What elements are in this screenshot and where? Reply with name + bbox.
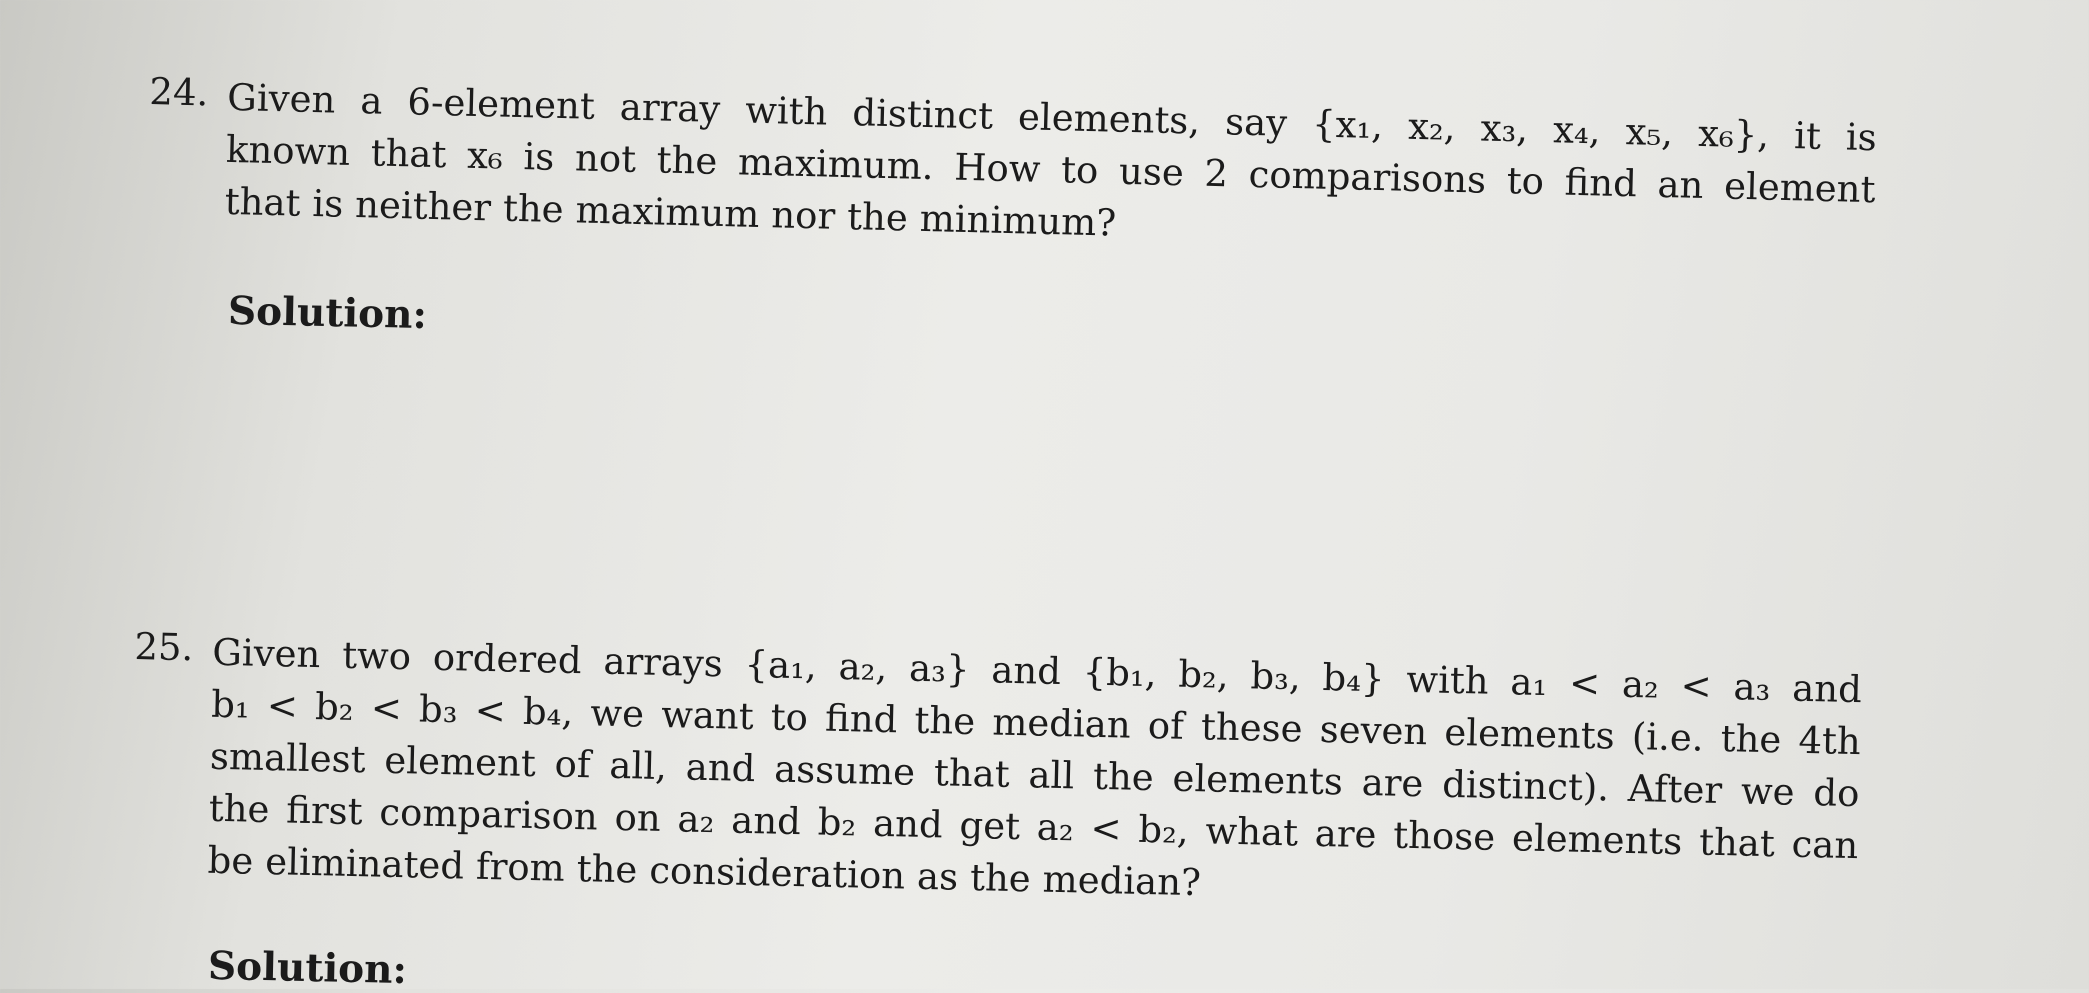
text-line: b₁ < b₂ < b₃ < b₄, we want to find the median of these seven elements (i.e. the 4th xyxy=(210,682,1862,764)
problem-number: 25. xyxy=(134,625,194,670)
text-line: known that x₆ is not the maximum. How to use 2 comparisons to find an element xyxy=(225,127,1876,212)
problem-number: 24. xyxy=(148,70,209,115)
solution-label: Solution: xyxy=(207,942,408,993)
text-line: the first comparison on a₂ and b₂ and get a₂ < b₂, what are those elements that can xyxy=(208,786,1859,868)
text-line: smallest element of all, and assume that all the elements are distinct). After we do xyxy=(209,734,1860,816)
text-line: Given a 6-element array with distinct elements, say {x₁, x₂, x₃, x₄, x₅, x₆}, it is xyxy=(226,75,1878,160)
problem-text xyxy=(224,72,1877,268)
problem-text xyxy=(207,627,1862,924)
text-line: be eliminated from the consideration as the median? xyxy=(207,838,1202,905)
text-line: that is neither the maximum nor the minimum? xyxy=(224,179,1117,245)
solution-label: Solution: xyxy=(227,287,428,339)
text-line: Given two ordered arrays {a₁, a₂, a₃} and {b₁, b₂, b₃, b₄} with a₁ < a₂ < a₃ and xyxy=(211,630,1863,712)
